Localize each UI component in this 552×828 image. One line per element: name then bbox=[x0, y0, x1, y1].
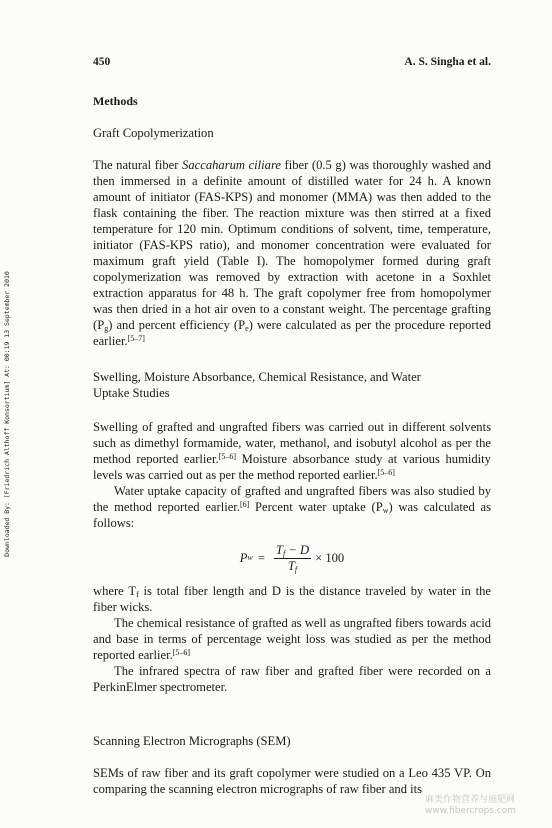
citation: [6] bbox=[239, 500, 250, 509]
section-heading: Methods bbox=[93, 94, 138, 108]
water-uptake-paragraph: Water uptake capacity of grafted and ungrafted fibers was also studied by the method reported earlier.[6] Percent water uptake $(P_w)$ was calculated as follows: bbox=[93, 484, 491, 530]
citation: [5–6] bbox=[172, 648, 191, 657]
page-number: 450 bbox=[93, 56, 111, 68]
species-name: Saccaharum ciliare bbox=[182, 158, 281, 172]
citation: [5–6] bbox=[377, 468, 395, 477]
infrared-paragraph: The infrared spectra of raw fiber and grafted fiber were recorded on a PerkinElmer spectrometer. bbox=[93, 664, 491, 694]
page-header bbox=[93, 54, 491, 70]
graft-heading: Graft Copolymerization bbox=[93, 126, 214, 140]
swelling-heading: Swelling, Moisture Absorbance, Chemical Resistance, and Water Uptake Studies bbox=[93, 370, 421, 400]
running-head: A. S. Singha et al. bbox=[404, 56, 491, 68]
chemical-resistance-paragraph: The chemical resistance of grafted as well as ungrafted fibers towards acid and base in terms of percentage weight loss was studied as per the method reported earlier.[5–6] bbox=[93, 616, 491, 662]
citation: [5–6] bbox=[218, 452, 236, 461]
citation: [5–7] bbox=[127, 334, 145, 343]
sem-heading: Scanning Electron Micrographs (SEM) bbox=[93, 734, 291, 748]
equation-fraction: $\frac{T_f - D}{T_f}$ bbox=[275, 542, 310, 574]
swelling-paragraph: Swelling of grafted and ungrafted fibers was carried out in different solvents such as dimethyl formamide, water, methanol, and isobutyl alcohol as per the method reported earlier.[5–6] Moisture absorbance study at various humidity levels was carried out as per the method reported earlier.[5–6] bbox=[93, 420, 491, 482]
download-sidebar bbox=[0, 0, 14, 828]
water-uptake-equation: P w = $\frac{T_f - D}{T_f}$ × 100 bbox=[239, 542, 345, 574]
graft-paragraph: The natural fiber Saccaharum ciliare fiber (0.5 g) was thoroughly washed and then immersed in a definite amount of distilled water for 24 h. A known amount of initiator (FAS-KPS) and monomer (MMA) was then added to the flask containing the fiber. The reaction mixture was then stirred at a fixed temperature for 120 min. Optimum conditions of solvent, time, temperature, initiator (FAS-KPS ratio), and monomer concentration were evaluated for maximum graft yield (Table I). The homopolymer formed during graft copolymerization was removed by extraction with acetone in a Soxhlet extraction apparatus for 48 h. The graft copolymer free from homopolymer was then dried in a hot air oven to a constant weight. The percentage grafting $(P_g)$ and percent efficiency $(P_e)$ were calculated as per the procedure reported earlier.[5–7] bbox=[93, 158, 492, 348]
page-body bbox=[93, 54, 491, 797]
equation-explanation: where $T_f$ is total fiber length and D is the distance traveled by water in the fiber wicks. bbox=[93, 584, 491, 614]
sem-paragraph: SEMs of raw fiber and its graft copolymer were studied on a Leo 435 VP. On comparing the scanning electron micrographs of raw fiber and its bbox=[93, 766, 491, 796]
download-note: Downloaded By: [Friedrich Althoff Konsortium] At: 00:19 13 September 2010 bbox=[3, 271, 11, 557]
site-watermark: 麻类作物营养与施肥网 www.fibercrops.com bbox=[425, 795, 516, 816]
